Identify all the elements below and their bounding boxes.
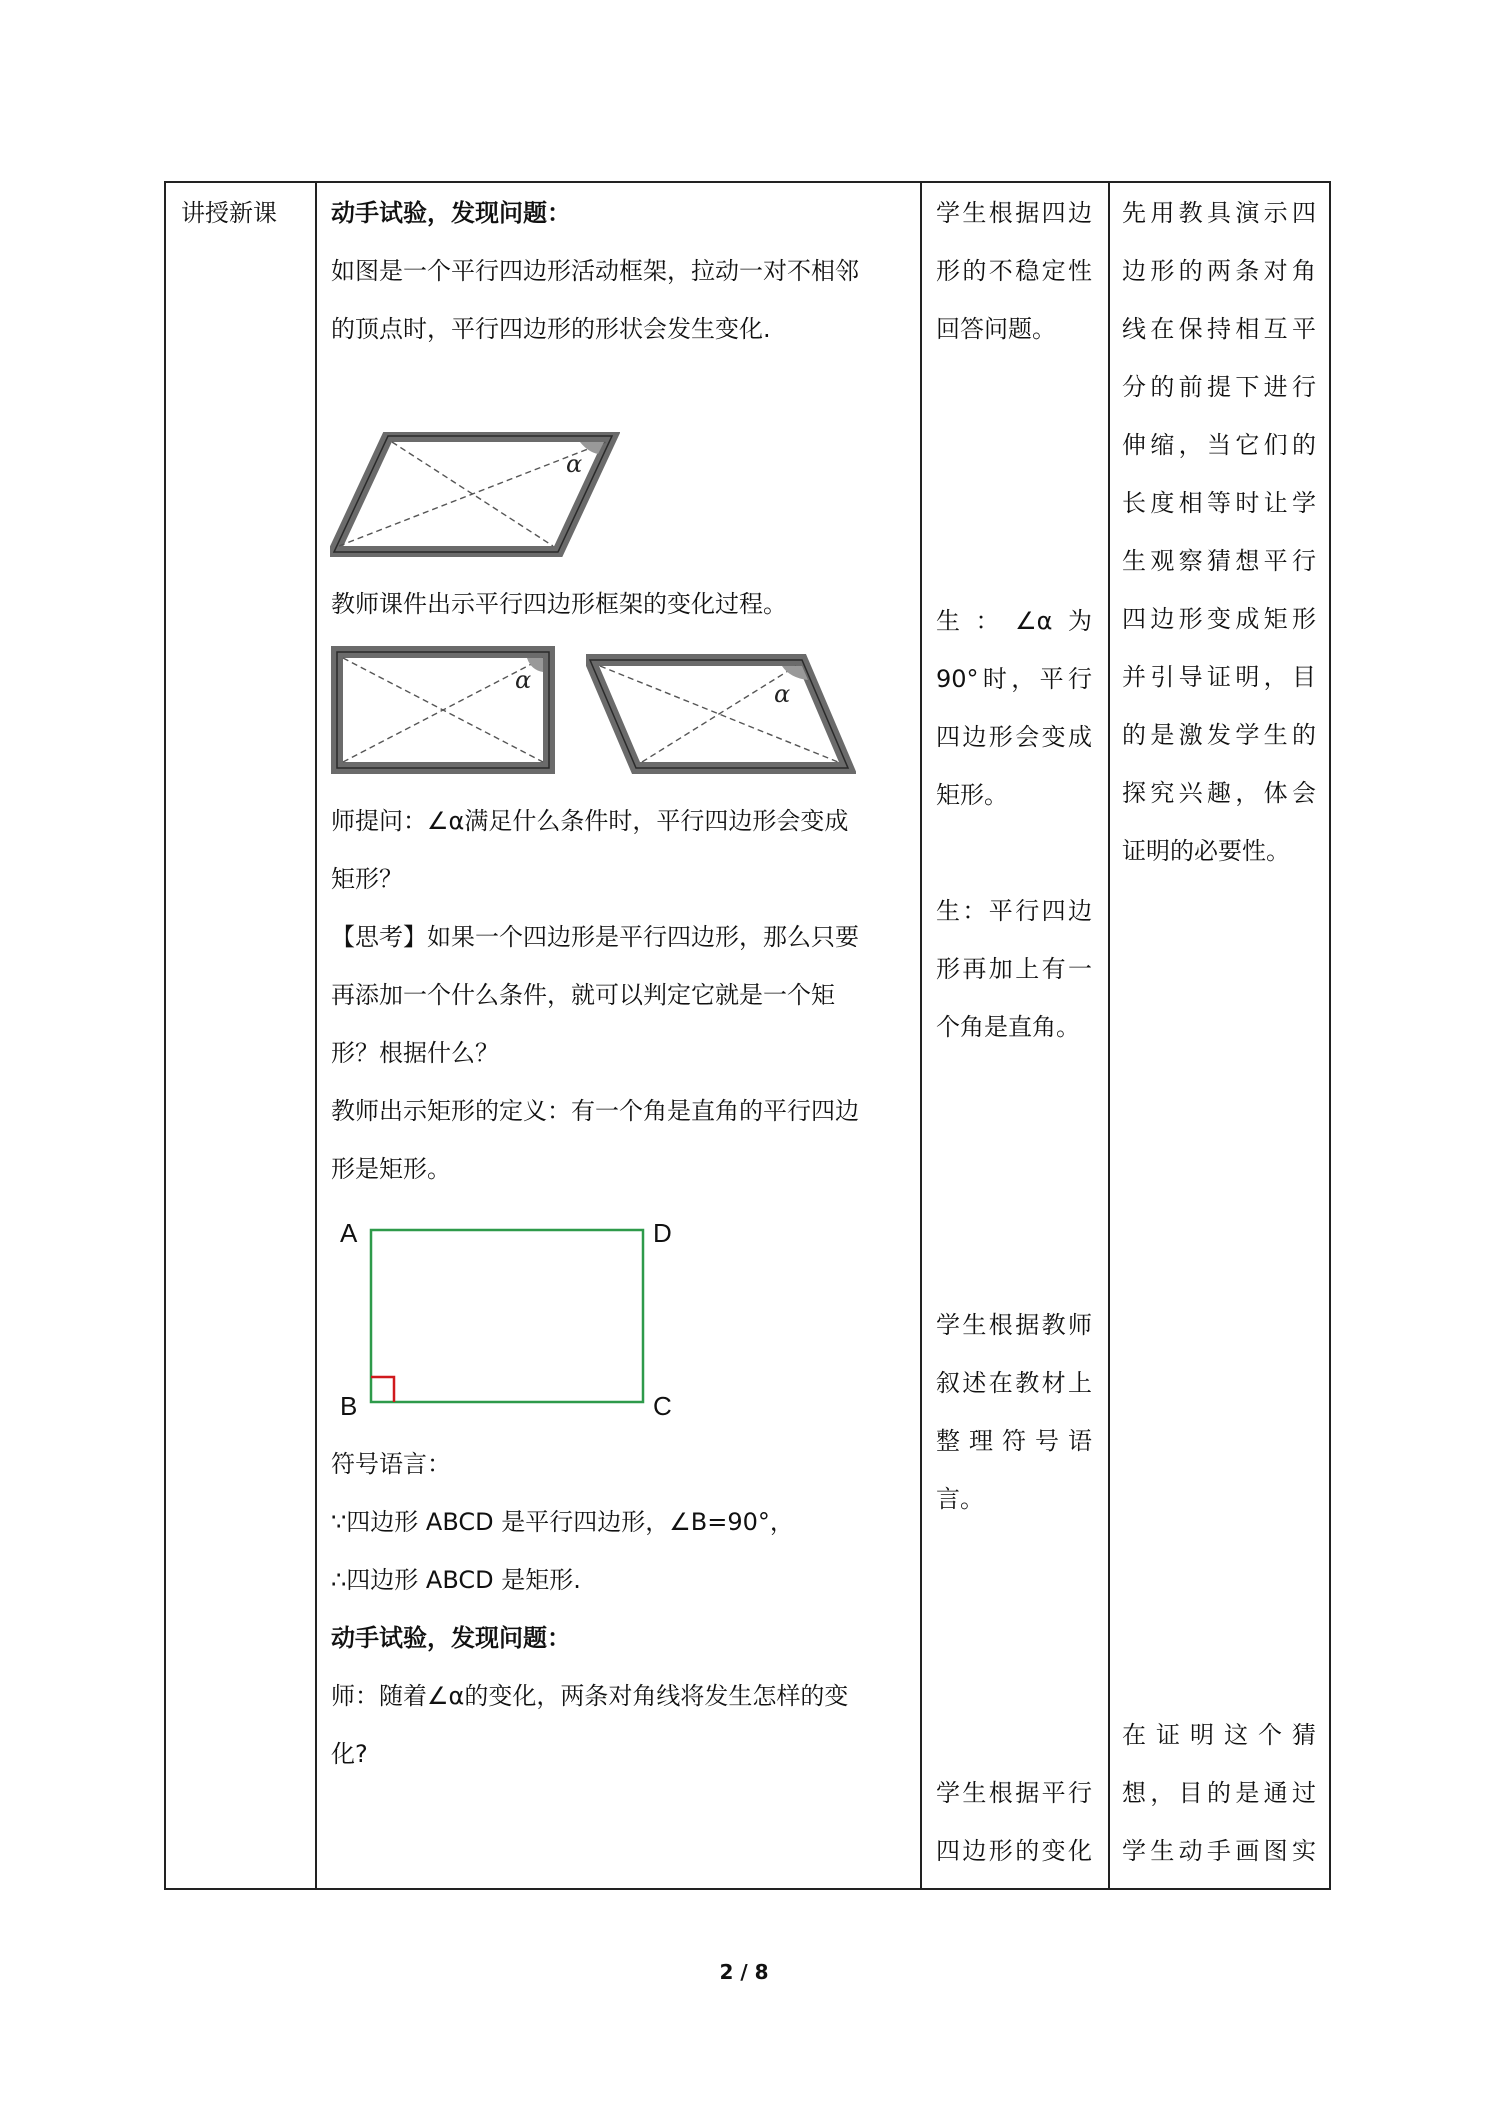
- design-text: 并引导证明，目: [1122, 663, 1316, 691]
- design-text: 边形的两条对角: [1122, 257, 1316, 285]
- table-bottom-border: [164, 1888, 1331, 1890]
- student-text: 言。: [936, 1485, 984, 1513]
- section-heading: 动手试验，发现问题：: [331, 1624, 571, 1652]
- student-block-2: [936, 592, 1092, 824]
- design-text: 证明的必要性。: [1122, 837, 1290, 865]
- student-text: 形的不稳定性: [936, 257, 1092, 285]
- student-text: 学生根据教师: [936, 1311, 1092, 1339]
- table-top-border: [164, 181, 1331, 183]
- rectangle-frame-figure: [331, 646, 555, 774]
- think-text: 再添加一个什么条件，就可以判定它就是一个矩: [331, 981, 835, 1009]
- vertex-label-c: C: [653, 1391, 672, 1421]
- student-text: 生：平行四边: [936, 897, 1092, 925]
- student-block-3: [936, 882, 1092, 1056]
- parallelogram-frame-figure: [330, 432, 620, 557]
- design-text: 分的前提下进行: [1122, 373, 1316, 401]
- design-text: 长度相等时让学: [1122, 489, 1316, 517]
- table-border-right: [1329, 181, 1331, 1890]
- teacher-text-block-4: [331, 1435, 909, 1783]
- table-divider-1: [315, 181, 317, 1890]
- design-text: 四边形变成矩形: [1122, 605, 1316, 633]
- student-block-1: [936, 184, 1092, 358]
- think-text: 形？根据什么？: [331, 1039, 499, 1067]
- stage-cell: [181, 184, 301, 242]
- alpha-label: α: [515, 666, 532, 694]
- design-text: 探究兴趣，体会: [1122, 779, 1316, 807]
- vertex-label-a: A: [340, 1218, 358, 1248]
- table-divider-2: [920, 181, 922, 1890]
- ask-text: 师：随着∠α的变化，两条对角线将发生怎样的变: [331, 1682, 849, 1710]
- table-border-left: [164, 181, 166, 1890]
- teacher-text-block-2: [331, 575, 909, 633]
- student-text: 回答问题。: [936, 315, 1056, 343]
- definition-text: 形是矩形。: [331, 1155, 451, 1183]
- because-statement: ∵四边形 ABCD 是平行四边形，∠B=90°，: [331, 1508, 794, 1536]
- student-text: 整理符号语: [936, 1427, 1092, 1455]
- courseware-text: 教师课件出示平行四边形框架的变化过程。: [331, 590, 787, 618]
- design-block-1: [1122, 184, 1316, 880]
- section-heading: 动手试验，发现问题：: [331, 199, 571, 227]
- student-text: 90°时，平行: [936, 665, 1092, 693]
- student-text: 生：∠α为: [936, 607, 1092, 635]
- design-text: 生观察猜想平行: [1122, 547, 1316, 575]
- rectangle-abcd-figure: [330, 1210, 690, 1430]
- therefore-statement: ∴四边形 ABCD 是矩形.: [331, 1566, 581, 1594]
- symbol-language-title: 符号语言：: [331, 1450, 451, 1478]
- student-block-5: [936, 1764, 1092, 1880]
- alpha-label: α: [566, 450, 583, 478]
- vertex-label-b: B: [340, 1391, 358, 1421]
- student-text: 学生根据平行: [936, 1779, 1092, 1807]
- page-number: 2 / 8: [719, 1960, 769, 1984]
- design-text: 学生动手画图实: [1122, 1837, 1316, 1865]
- think-text: 【思考】如果一个四边形是平行四边形，那么只要: [331, 923, 859, 951]
- alpha-label: α: [774, 680, 791, 708]
- student-text: 矩形。: [936, 781, 1008, 809]
- student-text: 学生根据四边: [936, 199, 1092, 227]
- design-block-2: [1122, 1706, 1316, 1880]
- ask-text: 化?: [331, 1740, 368, 1768]
- student-text: 个角是直角。: [936, 1013, 1080, 1041]
- design-text: 在证明这个猜: [1122, 1721, 1316, 1749]
- teacher-text-block-3: [331, 792, 909, 1198]
- design-text: 线在保持相互平: [1122, 315, 1316, 343]
- design-text: 的是激发学生的: [1122, 721, 1316, 749]
- vertex-label-d: D: [653, 1218, 672, 1248]
- design-text: 想，目的是通过: [1122, 1779, 1316, 1807]
- stage-label: 讲授新课: [181, 199, 277, 227]
- student-block-4: [936, 1296, 1092, 1528]
- student-text: 四边形会变成: [936, 723, 1092, 751]
- definition-text: 教师出示矩形的定义：有一个角是直角的平行四边: [331, 1097, 859, 1125]
- question-text: 矩形？: [331, 865, 403, 893]
- intro-text: 的顶点时，平行四边形的形状会发生变化.: [331, 315, 771, 343]
- design-text: 伸缩，当它们的: [1122, 431, 1316, 459]
- design-text: 先用教具演示四: [1122, 199, 1316, 227]
- teacher-text-block-1: [331, 184, 909, 358]
- question-text: 师提问：∠α满足什么条件时，平行四边形会变成: [331, 807, 849, 835]
- student-text: 叙述在教材上: [936, 1369, 1092, 1397]
- sheared-frame-figure: [586, 654, 856, 774]
- table-divider-3: [1108, 181, 1110, 1890]
- student-text: 四边形的变化: [936, 1837, 1092, 1865]
- student-text: 形再加上有一: [936, 955, 1092, 983]
- intro-text: 如图是一个平行四边形活动框架，拉动一对不相邻: [331, 257, 859, 285]
